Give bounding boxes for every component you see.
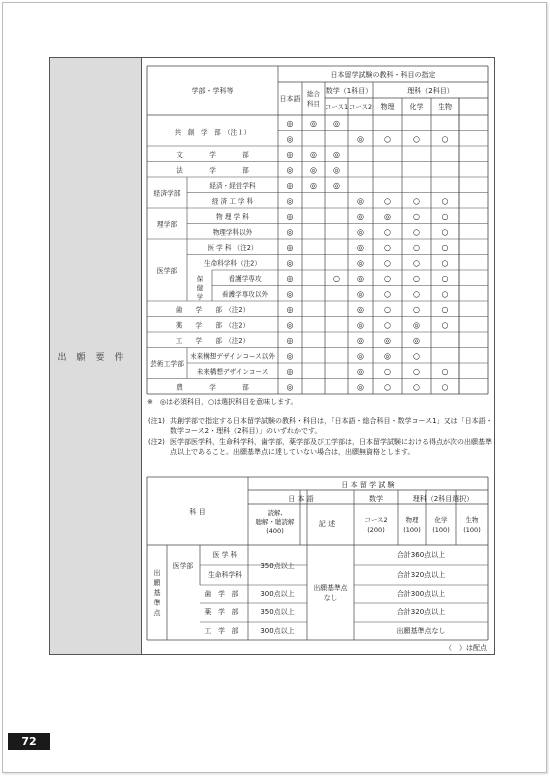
dept-label: 法 学 部 <box>176 166 249 175</box>
group-label: 保 <box>196 275 204 283</box>
mark: ○ <box>413 351 420 361</box>
note-text: 共創学部で指定する日本留学試験の教科・科目は，「日本語・総合科目・数学コース1」又は「日本語・数学コース2・理科（2科目）」のいずれかです。 <box>170 416 493 435</box>
dept-label: 歯 学 部 （注2） <box>175 306 250 314</box>
t2-result: 出願基準点なし <box>396 627 446 635</box>
t2-header-math: 数学 <box>369 495 383 503</box>
dept-label: 生命科学科（注2） <box>204 259 261 268</box>
t2-result: 合計300点以上 <box>396 590 446 598</box>
header-general: 総合 <box>307 90 320 98</box>
note-text: 医学部医学科，生命科学科，歯学部，薬学部及び工学部は，日本留学試験における得点が次の出願基準点以上であること。出願基準点に達していない場合は，出願無資格とします。 <box>170 437 492 456</box>
mark: ◎ <box>286 336 294 345</box>
t2-sub: (200) <box>367 526 385 534</box>
mark: ◎ <box>357 274 364 283</box>
mark: ◎ <box>357 289 364 299</box>
note-label: (注2) <box>148 437 165 446</box>
mark: ◎ <box>286 196 294 206</box>
mark: ○ <box>441 227 449 237</box>
t2-dept: 医 学 科 <box>212 551 238 559</box>
mark: ○ <box>384 227 391 237</box>
header-dept: 学部・学科等 <box>191 87 234 95</box>
mark: ◎ <box>357 134 364 144</box>
legend: ※ ◎は必須科目，○は選択科目を意味します。 <box>147 398 298 406</box>
mark: ○ <box>441 196 449 206</box>
t2-sub: 生物 <box>465 516 479 524</box>
dept-label: 文 学 部 <box>176 151 249 159</box>
t2-side-label: 点 <box>153 609 161 617</box>
mark: ◎ <box>357 227 364 237</box>
note-2 <box>148 437 493 458</box>
dept-label: 未来構想デザインコース以外 <box>190 352 275 361</box>
t2-sub: (100) <box>432 526 450 534</box>
header-course2: コース2 <box>348 103 373 111</box>
side-label: 出願要件 <box>57 353 134 363</box>
t2-sub: 読解, <box>267 509 283 517</box>
t2-result: 合計320点以上 <box>396 571 446 579</box>
t2-sub: 記 述 <box>318 520 336 528</box>
t2-dept: 歯 学 部 <box>204 590 239 598</box>
dept-label: 工 学 部 （注2） <box>175 337 250 345</box>
mark: ◎ <box>286 274 294 283</box>
t2-sub: コース2 <box>364 516 388 524</box>
mark: ◎ <box>384 351 391 361</box>
t2-sub: (400) <box>266 527 284 535</box>
group-label: 医学部 <box>156 267 178 275</box>
dept-label: 共 創 学 部 （注１） <box>174 128 251 137</box>
mark: ○ <box>384 382 391 392</box>
mark: ○ <box>413 134 420 144</box>
dept-label: 経済・経営学科 <box>209 182 256 190</box>
mark: ◎ <box>357 320 364 330</box>
header-biology: 生物 <box>438 103 452 111</box>
mark: ○ <box>384 320 391 330</box>
t2-header-science: 理科（2科目選択） <box>412 495 474 503</box>
t2-group: 医学部 <box>172 562 194 570</box>
t2-jp: 350点以上 <box>260 608 295 616</box>
t2-jp: 300点以上 <box>260 590 295 598</box>
mark: ◎ <box>357 305 364 314</box>
t2-result: 合計360点以上 <box>396 551 446 559</box>
t2-sub: 聴解・聴読解 <box>255 518 295 526</box>
mark: ○ <box>441 243 449 252</box>
mark: ◎ <box>310 181 317 190</box>
mark: ◎ <box>286 320 294 330</box>
mark: ◎ <box>333 165 340 175</box>
mark: ○ <box>413 258 420 268</box>
t2-side-label: 出 <box>153 569 161 577</box>
mark: ◎ <box>310 165 317 175</box>
mark: ◎ <box>384 212 391 221</box>
mark: ◎ <box>286 181 294 190</box>
t2-sub: (100) <box>463 526 481 534</box>
mark: ◎ <box>357 336 364 345</box>
mark: ◎ <box>286 134 294 144</box>
mark: ◎ <box>413 320 420 330</box>
mark: ○ <box>333 274 340 283</box>
mark: ◎ <box>413 336 420 345</box>
mark: ○ <box>384 274 391 283</box>
mark: ○ <box>384 258 391 268</box>
t2-side-label: 準 <box>153 599 161 607</box>
group-label: 健 <box>196 284 204 292</box>
mark: ◎ <box>357 243 364 252</box>
t2-header-japanese: 日 本 語 <box>288 495 314 503</box>
header-science: 理科（2科目） <box>407 87 454 95</box>
mark: ◎ <box>310 150 317 159</box>
t2-header-exam: 日 本 留 学 試 験 <box>341 481 395 489</box>
header-chemistry: 化学 <box>409 103 424 111</box>
notes <box>148 400 493 458</box>
mark: ◎ <box>333 181 340 190</box>
footnote: （ ）は配点 <box>445 644 487 652</box>
mark: ◎ <box>286 305 294 314</box>
mark: ○ <box>413 367 420 376</box>
mark: ◎ <box>357 382 364 392</box>
group-label: 経済学部 <box>153 189 181 198</box>
mark: ○ <box>441 367 449 376</box>
t2-result: 合計320点以上 <box>396 608 446 616</box>
note-label: (注1) <box>148 416 165 425</box>
mark: ○ <box>441 212 449 221</box>
mark: ◎ <box>333 119 340 128</box>
mark: ◎ <box>357 258 364 268</box>
mark: ○ <box>413 274 420 283</box>
mark: ◎ <box>357 351 364 361</box>
header-main: 日本留学試験の教科・科目の指定 <box>330 71 436 79</box>
mark: ○ <box>384 196 391 206</box>
dept-label: 看護学専攻以外 <box>221 290 269 299</box>
mark: ○ <box>441 382 449 392</box>
t2-side-label: 願 <box>153 579 161 587</box>
mark: ○ <box>413 227 420 237</box>
mark: ○ <box>384 289 391 299</box>
dept-label: 農 学 部 <box>176 383 249 392</box>
t2-dept: 生命科学科 <box>208 571 242 579</box>
mark: ◎ <box>333 150 340 159</box>
mark: ◎ <box>286 382 294 392</box>
mark: ○ <box>441 274 449 283</box>
t2-jp: 300点以上 <box>260 627 295 635</box>
mark: ○ <box>413 289 420 299</box>
header-general: 科目 <box>307 100 320 108</box>
t2-writing-note: 出願基準点 <box>313 584 348 592</box>
mark: ○ <box>384 134 391 144</box>
mark: ○ <box>413 212 420 221</box>
mark: ◎ <box>357 196 364 206</box>
mark: ○ <box>441 258 449 268</box>
mark: ◎ <box>286 289 294 299</box>
mark: ◎ <box>357 212 364 221</box>
mark: ○ <box>413 196 420 206</box>
dept-label: 未来構想デザインコース <box>196 368 269 376</box>
mark: ◎ <box>286 258 294 268</box>
t2-side-label: 基 <box>153 589 161 597</box>
group-label: 理学部 <box>156 220 178 229</box>
t2-dept: 薬 学 部 <box>204 608 239 616</box>
dept-label: 薬 学 部 （注2） <box>175 321 250 330</box>
mark: ○ <box>384 243 391 252</box>
header-course1: コース1 <box>324 103 349 111</box>
mark: ◎ <box>286 243 294 252</box>
header-math: 数学（1科目） <box>325 87 373 95</box>
group-label: 学 <box>196 293 204 301</box>
mark: ○ <box>441 320 449 330</box>
note-1 <box>148 416 493 437</box>
mark: ◎ <box>310 119 317 128</box>
t2-writing-note: なし <box>323 594 338 602</box>
mark: ○ <box>413 382 420 392</box>
header-japanese: 日本語 <box>279 95 301 103</box>
mark: ○ <box>413 243 420 252</box>
mark: ◎ <box>286 367 294 376</box>
t2-sub: 物理 <box>405 516 419 524</box>
mark: ◎ <box>384 336 391 345</box>
mark: ◎ <box>286 150 294 159</box>
t2-sub: (100) <box>403 526 421 534</box>
dept-label: 看護学専攻 <box>228 275 262 283</box>
t2-sub: 化学 <box>434 516 448 524</box>
dept-label: 経 済 工 学 科 <box>211 197 254 206</box>
page-number: 72 <box>8 733 50 750</box>
dept-label: 医 学 科 （注2） <box>207 244 258 252</box>
mark: ○ <box>441 289 449 299</box>
mark: ○ <box>441 134 449 144</box>
mark: ◎ <box>286 351 294 361</box>
mark: ○ <box>413 305 420 314</box>
mark: ◎ <box>286 165 294 175</box>
mark: ○ <box>384 305 391 314</box>
dept-label: 物 理 学 科 <box>216 213 249 221</box>
header-physics: 物理 <box>380 103 395 111</box>
mark: ◎ <box>286 227 294 237</box>
group-label: 芸術工学部 <box>150 360 184 368</box>
mark: ◎ <box>357 367 364 376</box>
mark: ◎ <box>286 119 294 128</box>
dept-label: 物理学科以外 <box>212 228 253 237</box>
mark: ◎ <box>286 212 294 221</box>
t2-jp: 350点以上 <box>260 562 295 570</box>
t2-dept: 工 学 部 <box>204 627 239 635</box>
mark: ○ <box>384 367 391 376</box>
t2-header-subject: 科 目 <box>189 508 206 516</box>
mark: ○ <box>441 305 449 314</box>
